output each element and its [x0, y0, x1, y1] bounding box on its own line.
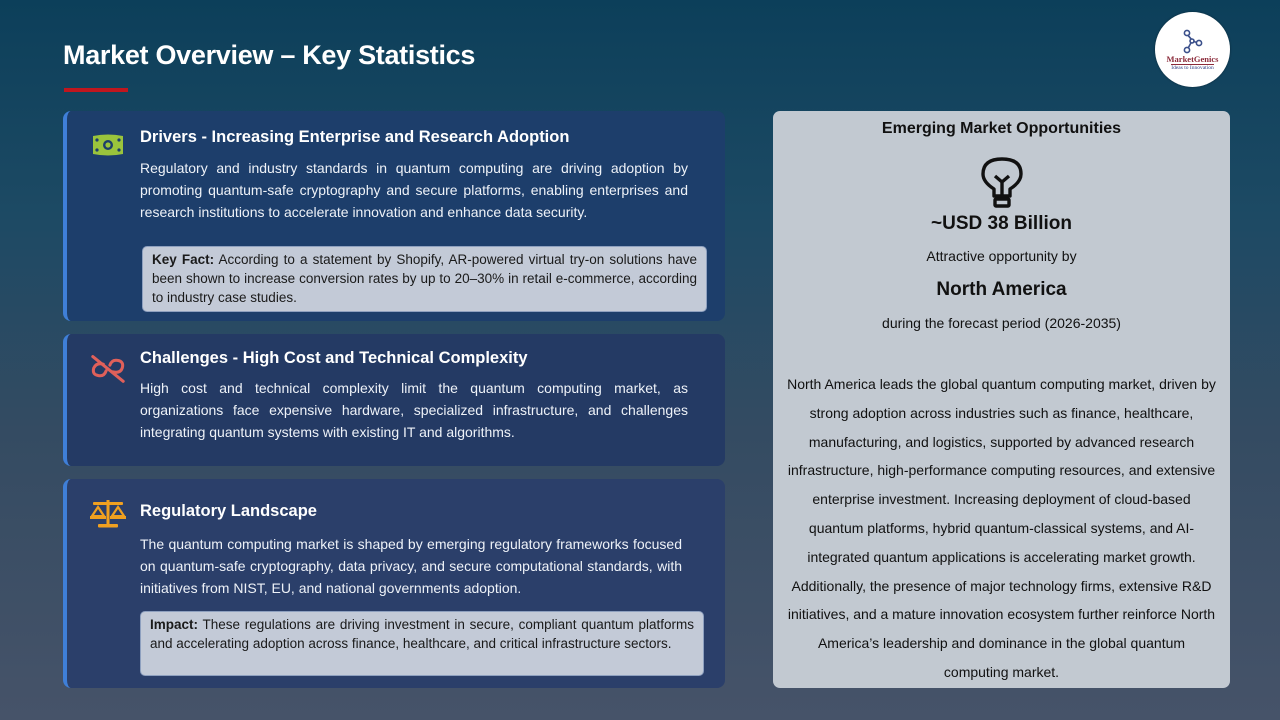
- key-fact-box: [142, 246, 707, 312]
- opportunity-value: ~USD 38 Billion: [931, 213, 1072, 234]
- company-logo: [1155, 12, 1230, 87]
- balance-scale-icon: [89, 497, 127, 529]
- money-bill-icon: [89, 129, 127, 161]
- challenges-heading: Challenges - High Cost and Technical Complexity: [140, 349, 528, 367]
- forecast-period: during the forecast period (2026-2035): [882, 315, 1121, 331]
- challenges-body: High cost and technical complexity limit the quantum computing market, as organizations face expensive hardware, specialized infrastructure, and challenges integrating quantum systems with existing IT and algorithms.: [140, 380, 688, 440]
- opportunity-region: North America: [936, 279, 1067, 300]
- opportunity-description: North America leads the global quantum computing market, driven by strong adoption across industries such as finance, healthcare, manufacturing, and logistics, supported by advanced research infrastructure, high-performance computing resources, and extensive enterprise investment. Increasing deployment of cloud-based quantum platforms, hybrid quantum-classical systems, and AI-integrated quantum applications is accelerating market growth. Additionally, the presence of major technology firms, extensive R&D initiatives, and a mature innovation ecosystem further reinforce North America’s leadership and dominance in the global quantum computing market.: [787, 376, 1216, 680]
- emerging-opportunities-panel: [773, 111, 1230, 688]
- key-fact-label: Key Fact:: [152, 252, 215, 267]
- drivers-body: Regulatory and industry standards in quantum computing are driving adoption by promoting quantum-safe cryptography and secure platforms, enabling enterprises and research institutions to accelerate innovation and enhance data security.: [140, 160, 688, 220]
- impact-box: [140, 611, 704, 676]
- regulatory-card: [63, 479, 725, 688]
- impact-text: These regulations are driving investment in secure, compliant quantum platforms and accelerating adoption across finance, healthcare, and critical infrastructure sectors.: [150, 617, 694, 651]
- opportunity-subtitle: Attractive opportunity by: [926, 248, 1077, 264]
- page-title: Market Overview – Key Statistics: [63, 40, 476, 70]
- drivers-heading: Drivers - Increasing Enterprise and Research Adoption: [140, 128, 570, 146]
- broken-link-icon: [89, 352, 127, 384]
- regulatory-heading: Regulatory Landscape: [140, 502, 317, 520]
- drivers-card: [63, 111, 725, 321]
- regulatory-body: The quantum computing market is shaped by emerging regulatory frameworks focused on quantum-safe cryptography, data privacy, and secure computational standards, with initiatives from NIST, EU, and national governments adoption.: [140, 536, 682, 596]
- key-fact-text: According to a statement by Shopify, AR-powered virtual try-on solutions have been shown to increase conversion rates by up to 20–30% in retail e-commerce, according to industry case studies.: [152, 252, 697, 305]
- logo-name: MarketGenics: [1166, 54, 1219, 64]
- challenges-card: [63, 334, 725, 466]
- opportunities-title: Emerging Market Opportunities: [881, 120, 1122, 137]
- logo-tagline: Ideas to Innovation: [1171, 65, 1214, 71]
- lightbulb-icon: [979, 156, 1025, 212]
- molecule-network-icon: [1181, 29, 1205, 55]
- title-underline: [64, 88, 128, 92]
- impact-label: Impact:: [150, 617, 199, 632]
